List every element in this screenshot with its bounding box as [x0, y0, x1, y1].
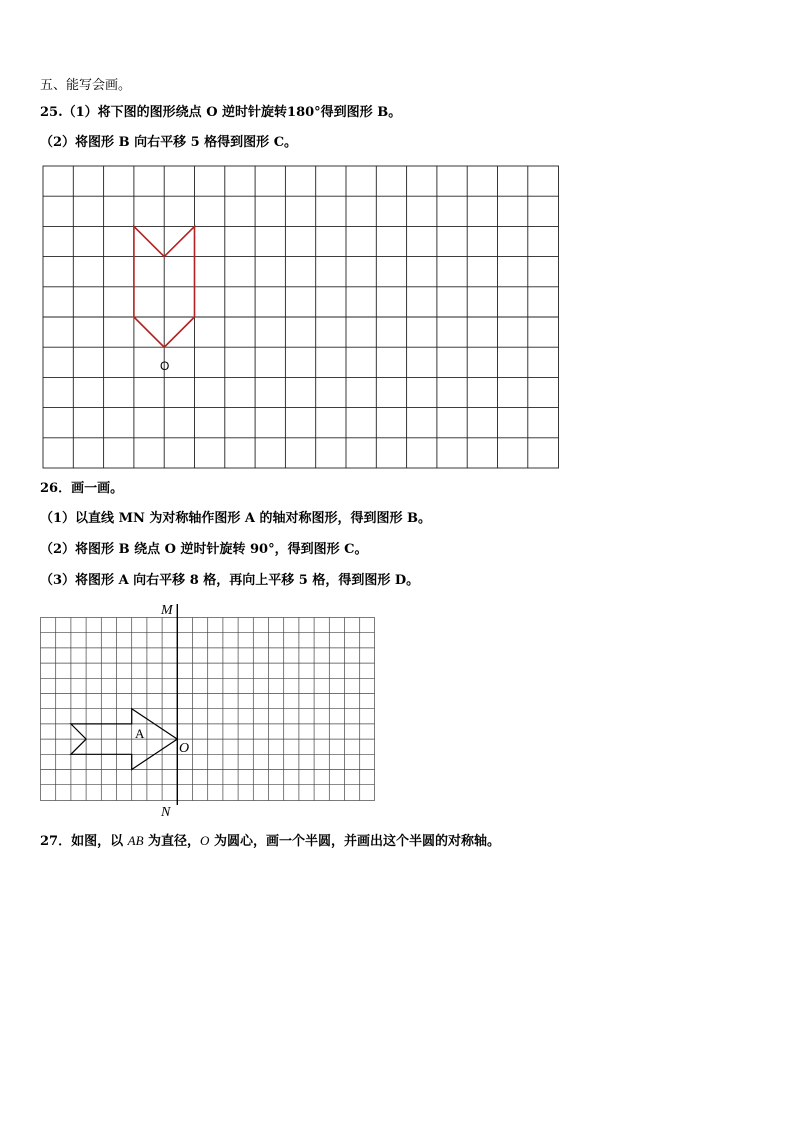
q27-o: O [200, 833, 210, 848]
section-title: 五、能写会画。 [40, 78, 132, 93]
q26-part1: （1）以直线 MN 为对称轴作图形 A 的轴对称图形，得到图形 B。 [40, 511, 432, 526]
label-o: O [179, 741, 190, 756]
q26-title: 26．画一画。 [40, 481, 124, 496]
q26-grid-figure [40, 600, 380, 822]
q25-grid-figure [42, 165, 560, 470]
label-n: N [161, 805, 171, 820]
q26-part2: （2）将图形 B 绕点 O 逆时针旋转 90°，得到图形 C。 [40, 542, 368, 557]
q25-title: 25.（1）将下图的图形绕点 O 逆时针旋转180°得到图形 B。 [40, 105, 402, 120]
q25-part2: （2）将图形 B 向右平移 5 格得到图形 C。 [40, 135, 298, 150]
q25-point-o-label: O [160, 359, 170, 373]
q25-grid [43, 166, 559, 468]
label-a: A [135, 726, 145, 741]
q26-part3: （3）将图形 A 向右平移 8 格，再向上平移 5 格，得到图形 D。 [40, 573, 420, 588]
q27-mid: 为直径， [143, 834, 201, 849]
q27-ab: AB [127, 833, 144, 848]
q27-text [40, 833, 500, 850]
q27-prefix: 27．如图，以 [40, 834, 128, 849]
q26-grid [41, 618, 375, 801]
label-m: M [161, 603, 173, 618]
q27-suffix: 为圆心，画一个半圆，并画出这个半圆的对称轴。 [209, 834, 500, 849]
